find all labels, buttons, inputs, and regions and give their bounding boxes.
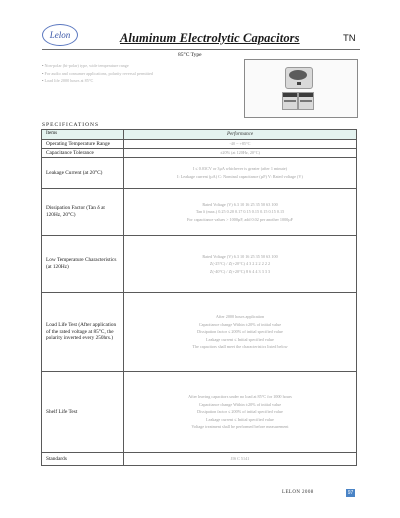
- type-subtitle: 85°C Type: [178, 52, 202, 58]
- row-operating-temperature: [42, 140, 357, 149]
- row-standards: [42, 453, 357, 466]
- spec-performance-value: [124, 372, 357, 453]
- specifications-table: [41, 129, 357, 466]
- performance-line: The capacitors shall meet the characteristics listed below: [192, 344, 288, 350]
- spec-item-label: Operating Temperature Range: [42, 140, 124, 149]
- page-title: Aluminum Electrolytic Capacitors: [120, 31, 300, 45]
- spec-item-label: Leakage Current (at 20°C): [42, 158, 124, 189]
- row-leakage-current: [42, 158, 357, 189]
- performance-line: Tan δ (max.) 0.25 0.20 0.17 0.15 0.15 0.15 0.15 0.15: [195, 209, 285, 215]
- spec-item-label: Load Life Test (After application of the rated voltage at 85°C, the polarity inverted every 250hrs.): [42, 293, 124, 372]
- performance-line: JIS C 5141: [230, 456, 250, 462]
- performance-line: I ≤ 0.03CV or 3µA whichever is greater (after 1 minute): [192, 166, 288, 172]
- performance-line: After 2000 hours application: [215, 314, 265, 320]
- performance-line: -40 ~ +85°C: [229, 141, 251, 147]
- header-divider: [42, 49, 360, 50]
- row-load-life: [42, 293, 357, 372]
- performance-line: Rated Voltage (V) 6.3 10 16 25 35 50 63 100: [202, 201, 278, 207]
- spec-performance-value: [124, 453, 357, 466]
- feature-item: • For audio and consumer applications, polarity reversal permitted: [42, 70, 153, 76]
- spec-performance-value: [124, 158, 357, 189]
- performance-line: Dissipation factor ≤ 200% of initial specified value: [197, 409, 283, 415]
- capacitor-image: [282, 92, 298, 110]
- capacitor-top: [299, 93, 313, 97]
- performance-line: ±20% (at 120Hz, 20°C): [220, 150, 260, 156]
- performance-line: Z(-25°C) / Z(+20°C) 4 3 2 2 2 2 2 2: [209, 261, 271, 267]
- spec-item-label: Capacitance Tolerance: [42, 149, 124, 158]
- performance-line: I: Leakage current (µA) C: Nominal capacitance (µF) V: Rated voltage (V): [177, 174, 303, 179]
- performance-line: Z(-40°C) / Z(+20°C) 8 6 4 4 3 3 3 3: [209, 268, 271, 274]
- capacitor-top: [283, 93, 297, 97]
- row-low-temperature: [42, 236, 357, 293]
- spec-performance-value: [124, 140, 357, 149]
- feature-item: • Load life 2000 hours at 85°C: [42, 78, 94, 83]
- feature-item: • Non-polar (bi-polar) type, wide temperature range: [42, 63, 129, 68]
- performance-line: Dissipation factor ≤ 200% of initial specified value: [197, 329, 283, 335]
- performance-line: For capacitance values > 1000µF, add 0.02 per another 1000µF: [186, 216, 294, 222]
- features-list: [42, 62, 242, 85]
- row-shelf-life: [42, 372, 357, 453]
- series-code: TN: [343, 33, 356, 44]
- spec-item-label: Low Temperature Characteristics (at 120Hz): [42, 236, 124, 293]
- performance-line: Capacitance change Within ±20% of initial value: [198, 401, 282, 407]
- page-number: 97: [347, 490, 354, 496]
- capacitor-image: [298, 92, 314, 110]
- performance-line: Leakage current ≤ Initial specified value: [206, 416, 274, 422]
- section-title: SPECIFICATIONS: [42, 122, 100, 128]
- spec-performance-value: [124, 149, 357, 158]
- spec-performance-value: [124, 236, 357, 293]
- row-dissipation-factor: [42, 189, 357, 236]
- spec-performance-value: [124, 293, 357, 372]
- header-items: Items: [42, 130, 124, 140]
- lelon-logo: Lelon: [42, 24, 78, 46]
- capacitor-marking: [284, 100, 296, 102]
- performance-line: Capacitance change Within ±20% of initial value: [198, 321, 282, 327]
- capacitor-band: [289, 70, 307, 80]
- performance-line: Rated Voltage (V) 6.3 10 16 25 35 50 63 100: [202, 253, 278, 259]
- capacitor-image: [285, 67, 313, 89]
- capacitor-marking: [300, 100, 312, 102]
- table-header-row: [42, 130, 357, 140]
- spec-performance-value: [124, 189, 357, 236]
- performance-line: Voltage treatment shall be performed before measurement: [191, 424, 289, 430]
- performance-line: After leaving capacitors under no load at 85°C for 1000 hours: [188, 394, 292, 400]
- row-capacitance-tolerance: [42, 149, 357, 158]
- spec-item-label: Standards: [42, 453, 124, 466]
- product-photo: [244, 59, 358, 118]
- spec-item-label: Shelf Life Test: [42, 372, 124, 453]
- spec-item-label: Dissipation Factor (Tan δ at 120Hz, 20°C): [42, 189, 124, 236]
- header-performance: Performance: [124, 130, 357, 140]
- performance-line: Leakage current ≤ Initial specified value: [206, 336, 274, 342]
- capacitor-pin: [297, 82, 301, 85]
- catalog-footer: LELON 2008: [282, 490, 314, 495]
